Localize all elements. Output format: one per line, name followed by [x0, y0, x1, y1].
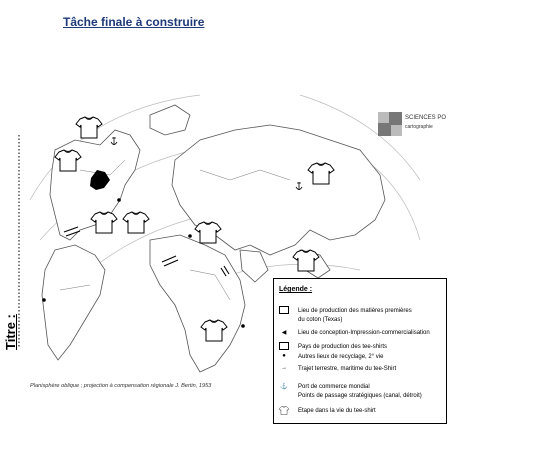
legend-item-label: Trajet terrestre, maritime du tee-Shirt: [298, 365, 397, 372]
projection-caption: Planisphère oblique ; projection à compensation régionale J. Bertin, 1953: [30, 383, 212, 389]
legend-item-label: Pays de production des tee-shirts: [298, 343, 388, 350]
rectangle-outline-icon: [278, 306, 290, 314]
legend-item-step: [278, 406, 376, 415]
tshirt-icon: [123, 212, 149, 233]
south-america: [42, 245, 105, 360]
legend-item-passages: [278, 393, 422, 399]
legend-item-cotton: [278, 306, 412, 314]
page-heading: Tâche finale à construire: [63, 15, 205, 29]
legend-item-design: [278, 329, 430, 336]
africa: [150, 235, 245, 372]
tshirt-icon: [76, 117, 102, 138]
logo-line1: SCIENCES PO: [405, 115, 447, 121]
legend-item-label: du coton (Texas): [298, 317, 343, 323]
legend-item-label: Points de passage stratégiques (canal, détroit): [298, 393, 422, 399]
legend-item-recycling: [278, 353, 383, 360]
dot-icon: ●: [282, 353, 286, 359]
tshirt-icon: [91, 212, 117, 233]
greenland: [150, 105, 190, 135]
legend-item-route: [278, 365, 396, 372]
logo-line2: cartographie: [405, 124, 433, 130]
legend-item-label: Etape dans la vie du tee-shirt: [298, 408, 376, 415]
arrowhead-left-icon: ◀: [281, 330, 287, 336]
arabia: [240, 250, 268, 282]
arrow-right-icon: →: [281, 365, 287, 371]
tshirt-outline-icon: [278, 406, 290, 415]
legend-title: Légende :: [279, 286, 313, 293]
rectangle-outline-icon: [278, 342, 290, 350]
anchor-icon: ⚓: [280, 384, 288, 390]
legend-item-port: [278, 383, 370, 390]
legend-item-label: Port de commerce mondial: [298, 384, 370, 391]
tshirt-icon: [195, 222, 221, 243]
legend-item-cotton-cont: [278, 317, 342, 323]
legend-item-label: Autres lieux de recyclage, 2° vie: [298, 353, 384, 360]
legend-item-label: Lieu de production des matières premières: [298, 307, 412, 314]
vertical-title: Titre :: [3, 314, 18, 350]
legend-item-label: Lieu de conception-Impression-commercialisation: [298, 330, 430, 337]
legend-item-production: [278, 342, 387, 350]
sciences-po-logo: [378, 112, 448, 138]
legend-box: [273, 278, 447, 424]
logo-grid-icon: [378, 112, 402, 136]
